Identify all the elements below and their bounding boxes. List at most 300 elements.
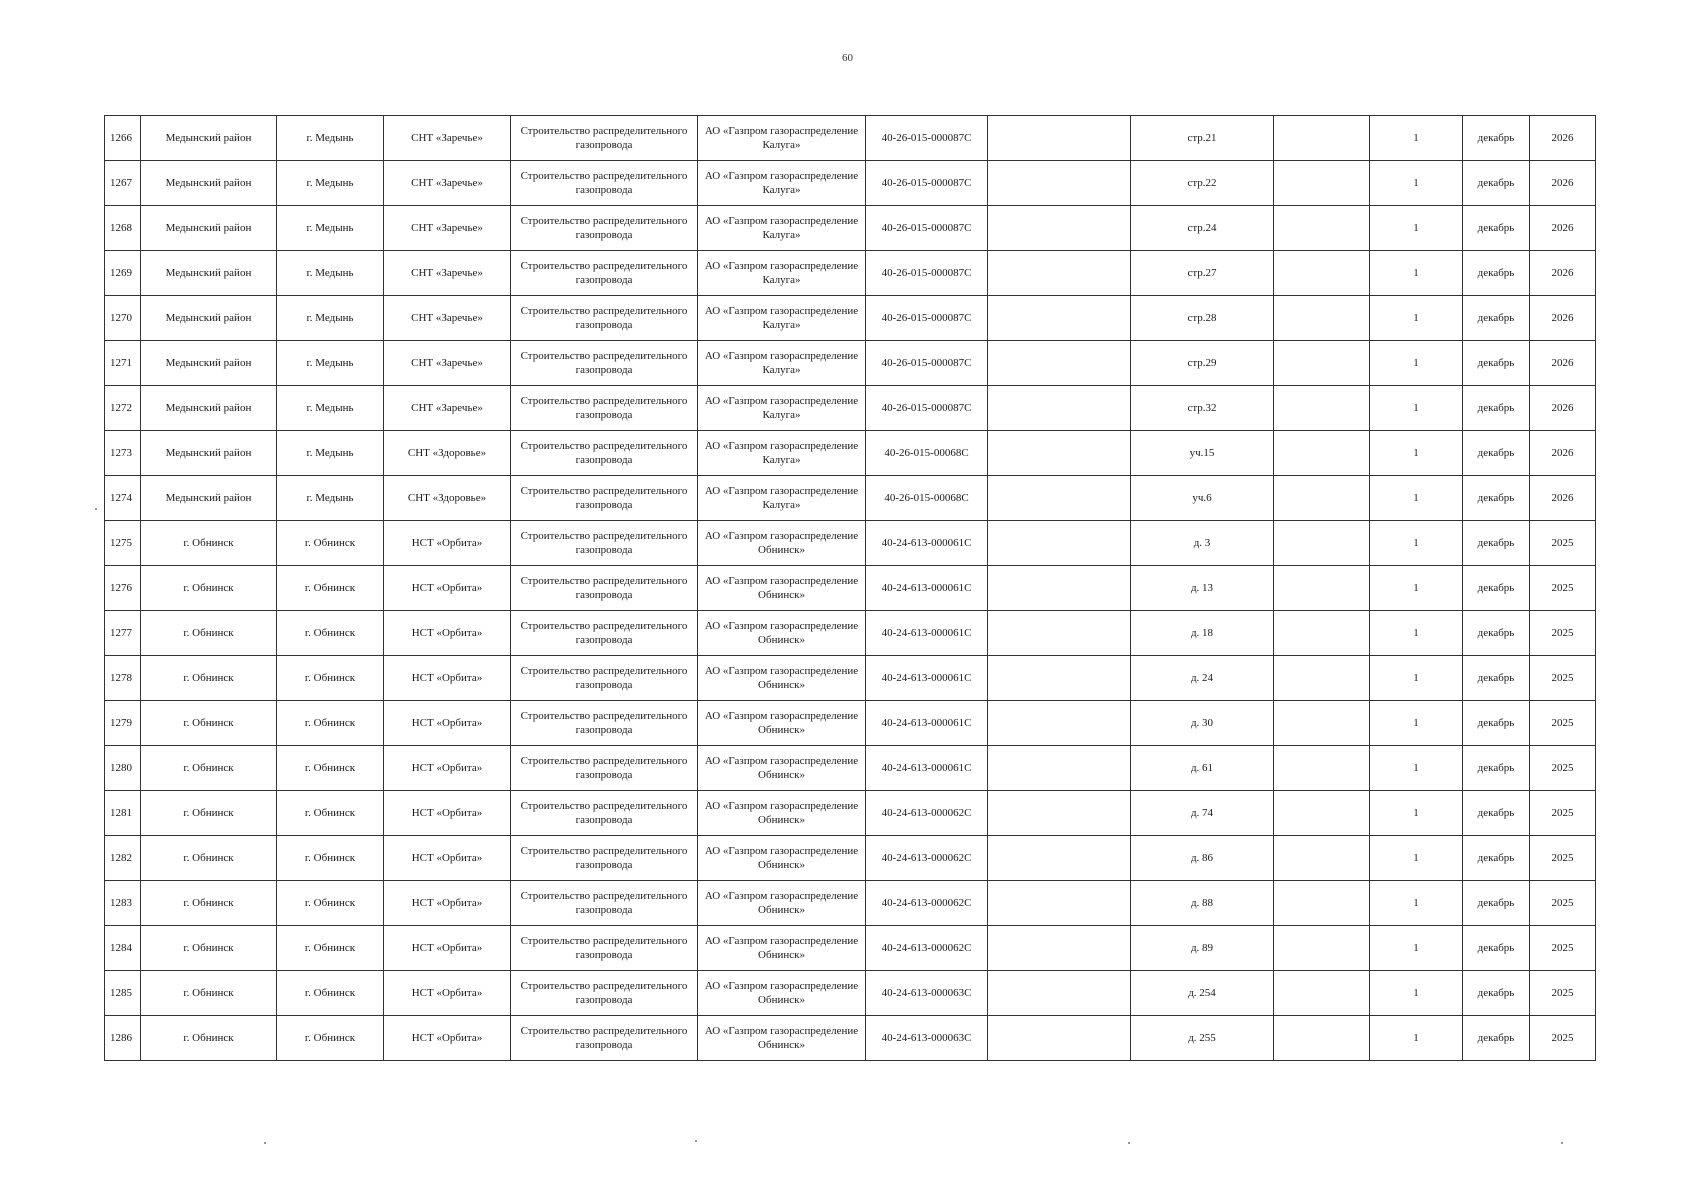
table-row (105, 431, 1596, 476)
cadastre-number-cell: 40-24-613-000061С (866, 566, 988, 611)
district-cell: Медынский район (141, 386, 277, 431)
locality-cell: г. Обнинск (277, 881, 384, 926)
year-cell: 2025 (1530, 836, 1596, 881)
work-type-cell: Строительство распределительного газопровода (511, 251, 698, 296)
year-cell: 2026 (1530, 251, 1596, 296)
locality-cell: г. Обнинск (277, 971, 384, 1016)
partnership-cell: СНТ «Заречье» (384, 116, 511, 161)
cadastre-number-cell: 40-26-015-000087С (866, 116, 988, 161)
locality-cell: г. Медынь (277, 116, 384, 161)
work-type-cell: Строительство распределительного газопровода (511, 791, 698, 836)
empty-cell (988, 476, 1131, 521)
plot-cell: д. 254 (1131, 971, 1274, 1016)
empty-cell (1274, 836, 1370, 881)
month-cell: декабрь (1463, 1016, 1530, 1061)
month-cell: декабрь (1463, 341, 1530, 386)
scan-mark (95, 508, 97, 510)
partnership-cell: НСТ «Орбита» (384, 656, 511, 701)
quantity-cell: 1 (1370, 926, 1463, 971)
empty-cell (988, 611, 1131, 656)
month-cell: декабрь (1463, 836, 1530, 881)
quantity-cell: 1 (1370, 566, 1463, 611)
month-cell: декабрь (1463, 701, 1530, 746)
partnership-cell: СНТ «Заречье» (384, 341, 511, 386)
district-cell: г. Обнинск (141, 881, 277, 926)
empty-cell (988, 521, 1131, 566)
locality-cell: г. Обнинск (277, 836, 384, 881)
cadastre-number-cell: 40-24-613-000061С (866, 611, 988, 656)
district-cell: г. Обнинск (141, 836, 277, 881)
empty-cell (988, 206, 1131, 251)
district-cell: г. Обнинск (141, 746, 277, 791)
empty-cell (1274, 521, 1370, 566)
district-cell: Медынский район (141, 161, 277, 206)
year-cell: 2025 (1530, 746, 1596, 791)
partnership-cell: НСТ «Орбита» (384, 836, 511, 881)
locality-cell: г. Обнинск (277, 611, 384, 656)
organization-cell: АО «Газпром газораспределение Калуга» (698, 116, 866, 161)
locality-cell: г. Обнинск (277, 746, 384, 791)
plot-cell: стр.24 (1131, 206, 1274, 251)
organization-cell: АО «Газпром газораспределение Обнинск» (698, 701, 866, 746)
empty-cell (988, 791, 1131, 836)
organization-cell: АО «Газпром газораспределение Обнинск» (698, 881, 866, 926)
organization-cell: АО «Газпром газораспределение Обнинск» (698, 926, 866, 971)
partnership-cell: СНТ «Заречье» (384, 296, 511, 341)
month-cell: декабрь (1463, 476, 1530, 521)
empty-cell (1274, 926, 1370, 971)
organization-cell: АО «Газпром газораспределение Калуга» (698, 161, 866, 206)
district-cell: Медынский район (141, 116, 277, 161)
plot-cell: д. 88 (1131, 881, 1274, 926)
year-cell: 2025 (1530, 791, 1596, 836)
row-number-cell: 1281 (105, 791, 141, 836)
organization-cell: АО «Газпром газораспределение Калуга» (698, 206, 866, 251)
quantity-cell: 1 (1370, 431, 1463, 476)
empty-cell (1274, 296, 1370, 341)
district-cell: г. Обнинск (141, 701, 277, 746)
table-row (105, 656, 1596, 701)
month-cell: декабрь (1463, 746, 1530, 791)
table-row (105, 341, 1596, 386)
work-type-cell: Строительство распределительного газопровода (511, 701, 698, 746)
quantity-cell: 1 (1370, 521, 1463, 566)
cadastre-number-cell: 40-26-015-000087С (866, 296, 988, 341)
locality-cell: г. Обнинск (277, 566, 384, 611)
row-number-cell: 1278 (105, 656, 141, 701)
plot-cell: д. 30 (1131, 701, 1274, 746)
year-cell: 2026 (1530, 296, 1596, 341)
work-type-cell: Строительство распределительного газопровода (511, 746, 698, 791)
organization-cell: АО «Газпром газораспределение Калуга» (698, 251, 866, 296)
partnership-cell: СНТ «Заречье» (384, 386, 511, 431)
plot-cell: уч.15 (1131, 431, 1274, 476)
scan-mark (264, 1142, 266, 1144)
partnership-cell: НСТ «Орбита» (384, 791, 511, 836)
empty-cell (988, 386, 1131, 431)
organization-cell: АО «Газпром газораспределение Обнинск» (698, 836, 866, 881)
empty-cell (988, 836, 1131, 881)
empty-cell (1274, 206, 1370, 251)
quantity-cell: 1 (1370, 386, 1463, 431)
row-number-cell: 1268 (105, 206, 141, 251)
month-cell: декабрь (1463, 206, 1530, 251)
empty-cell (1274, 611, 1370, 656)
year-cell: 2026 (1530, 431, 1596, 476)
work-type-cell: Строительство распределительного газопровода (511, 341, 698, 386)
table-row (105, 566, 1596, 611)
plot-cell: д. 24 (1131, 656, 1274, 701)
empty-cell (1274, 791, 1370, 836)
empty-cell (1274, 341, 1370, 386)
plot-cell: стр.22 (1131, 161, 1274, 206)
row-number-cell: 1274 (105, 476, 141, 521)
quantity-cell: 1 (1370, 701, 1463, 746)
gasification-table (104, 115, 1596, 1061)
quantity-cell: 1 (1370, 161, 1463, 206)
work-type-cell: Строительство распределительного газопровода (511, 521, 698, 566)
quantity-cell: 1 (1370, 971, 1463, 1016)
district-cell: Медынский район (141, 476, 277, 521)
cadastre-number-cell: 40-24-613-000061С (866, 746, 988, 791)
district-cell: Медынский район (141, 296, 277, 341)
empty-cell (1274, 971, 1370, 1016)
table-row (105, 1016, 1596, 1061)
work-type-cell: Строительство распределительного газопровода (511, 386, 698, 431)
month-cell: декабрь (1463, 251, 1530, 296)
locality-cell: г. Медынь (277, 251, 384, 296)
empty-cell (988, 341, 1131, 386)
year-cell: 2025 (1530, 881, 1596, 926)
locality-cell: г. Медынь (277, 206, 384, 251)
work-type-cell: Строительство распределительного газопровода (511, 476, 698, 521)
organization-cell: АО «Газпром газораспределение Обнинск» (698, 611, 866, 656)
work-type-cell: Строительство распределительного газопровода (511, 296, 698, 341)
organization-cell: АО «Газпром газораспределение Калуга» (698, 341, 866, 386)
year-cell: 2025 (1530, 656, 1596, 701)
month-cell: декабрь (1463, 926, 1530, 971)
district-cell: г. Обнинск (141, 926, 277, 971)
empty-cell (1274, 476, 1370, 521)
empty-cell (1274, 1016, 1370, 1061)
work-type-cell: Строительство распределительного газопровода (511, 566, 698, 611)
work-type-cell: Строительство распределительного газопровода (511, 836, 698, 881)
month-cell: декабрь (1463, 611, 1530, 656)
locality-cell: г. Обнинск (277, 701, 384, 746)
table-body (105, 116, 1596, 1061)
organization-cell: АО «Газпром газораспределение Калуга» (698, 386, 866, 431)
quantity-cell: 1 (1370, 476, 1463, 521)
row-number-cell: 1272 (105, 386, 141, 431)
organization-cell: АО «Газпром газораспределение Обнинск» (698, 521, 866, 566)
year-cell: 2025 (1530, 971, 1596, 1016)
table-row (105, 476, 1596, 521)
year-cell: 2026 (1530, 206, 1596, 251)
cadastre-number-cell: 40-26-015-000087С (866, 206, 988, 251)
district-cell: г. Обнинск (141, 611, 277, 656)
month-cell: декабрь (1463, 791, 1530, 836)
empty-cell (1274, 656, 1370, 701)
row-number-cell: 1267 (105, 161, 141, 206)
plot-cell: д. 255 (1131, 1016, 1274, 1061)
partnership-cell: НСТ «Орбита» (384, 1016, 511, 1061)
district-cell: Медынский район (141, 206, 277, 251)
empty-cell (988, 701, 1131, 746)
empty-cell (988, 881, 1131, 926)
plot-cell: стр.32 (1131, 386, 1274, 431)
empty-cell (988, 431, 1131, 476)
empty-cell (1274, 701, 1370, 746)
page-number: 60 (842, 52, 853, 64)
row-number-cell: 1285 (105, 971, 141, 1016)
partnership-cell: НСТ «Орбита» (384, 746, 511, 791)
organization-cell: АО «Газпром газораспределение Обнинск» (698, 971, 866, 1016)
cadastre-number-cell: 40-24-613-000062С (866, 881, 988, 926)
quantity-cell: 1 (1370, 656, 1463, 701)
table-row (105, 971, 1596, 1016)
empty-cell (1274, 746, 1370, 791)
cadastre-number-cell: 40-26-015-000087С (866, 341, 988, 386)
partnership-cell: СНТ «Здоровье» (384, 431, 511, 476)
scan-mark (1128, 1142, 1130, 1144)
plot-cell: стр.28 (1131, 296, 1274, 341)
plot-cell: д. 13 (1131, 566, 1274, 611)
quantity-cell: 1 (1370, 881, 1463, 926)
year-cell: 2026 (1530, 386, 1596, 431)
work-type-cell: Строительство распределительного газопровода (511, 116, 698, 161)
quantity-cell: 1 (1370, 341, 1463, 386)
quantity-cell: 1 (1370, 296, 1463, 341)
plot-cell: уч.6 (1131, 476, 1274, 521)
table-row (105, 611, 1596, 656)
row-number-cell: 1283 (105, 881, 141, 926)
work-type-cell: Строительство распределительного газопровода (511, 161, 698, 206)
locality-cell: г. Медынь (277, 476, 384, 521)
locality-cell: г. Обнинск (277, 656, 384, 701)
empty-cell (1274, 431, 1370, 476)
partnership-cell: СНТ «Заречье» (384, 161, 511, 206)
cadastre-number-cell: 40-24-613-000062С (866, 791, 988, 836)
table-row (105, 521, 1596, 566)
empty-cell (1274, 386, 1370, 431)
work-type-cell: Строительство распределительного газопровода (511, 431, 698, 476)
month-cell: декабрь (1463, 116, 1530, 161)
month-cell: декабрь (1463, 656, 1530, 701)
empty-cell (988, 971, 1131, 1016)
month-cell: декабрь (1463, 161, 1530, 206)
organization-cell: АО «Газпром газораспределение Калуга» (698, 476, 866, 521)
empty-cell (1274, 566, 1370, 611)
year-cell: 2025 (1530, 611, 1596, 656)
row-number-cell: 1280 (105, 746, 141, 791)
table-row (105, 206, 1596, 251)
partnership-cell: СНТ «Заречье» (384, 251, 511, 296)
locality-cell: г. Медынь (277, 296, 384, 341)
quantity-cell: 1 (1370, 1016, 1463, 1061)
organization-cell: АО «Газпром газораспределение Калуга» (698, 431, 866, 476)
row-number-cell: 1275 (105, 521, 141, 566)
scan-mark (695, 1140, 697, 1142)
plot-cell: д. 18 (1131, 611, 1274, 656)
table-row (105, 251, 1596, 296)
row-number-cell: 1284 (105, 926, 141, 971)
empty-cell (988, 926, 1131, 971)
work-type-cell: Строительство распределительного газопровода (511, 656, 698, 701)
year-cell: 2026 (1530, 476, 1596, 521)
table-row (105, 836, 1596, 881)
plot-cell: д. 3 (1131, 521, 1274, 566)
plot-cell: стр.27 (1131, 251, 1274, 296)
table-row (105, 791, 1596, 836)
year-cell: 2026 (1530, 341, 1596, 386)
cadastre-number-cell: 40-24-613-000061С (866, 656, 988, 701)
quantity-cell: 1 (1370, 251, 1463, 296)
locality-cell: г. Медынь (277, 161, 384, 206)
row-number-cell: 1279 (105, 701, 141, 746)
district-cell: г. Обнинск (141, 566, 277, 611)
scan-mark (1561, 1142, 1563, 1144)
year-cell: 2025 (1530, 521, 1596, 566)
row-number-cell: 1270 (105, 296, 141, 341)
row-number-cell: 1266 (105, 116, 141, 161)
cadastre-number-cell: 40-26-015-000087С (866, 386, 988, 431)
cadastre-number-cell: 40-24-613-000061С (866, 521, 988, 566)
locality-cell: г. Обнинск (277, 791, 384, 836)
empty-cell (988, 296, 1131, 341)
quantity-cell: 1 (1370, 116, 1463, 161)
year-cell: 2026 (1530, 161, 1596, 206)
organization-cell: АО «Газпром газораспределение Обнинск» (698, 566, 866, 611)
partnership-cell: НСТ «Орбита» (384, 521, 511, 566)
organization-cell: АО «Газпром газораспределение Обнинск» (698, 746, 866, 791)
plot-cell: д. 86 (1131, 836, 1274, 881)
work-type-cell: Строительство распределительного газопровода (511, 926, 698, 971)
month-cell: декабрь (1463, 386, 1530, 431)
year-cell: 2025 (1530, 926, 1596, 971)
table-row (105, 296, 1596, 341)
cadastre-number-cell: 40-24-613-000061С (866, 701, 988, 746)
plot-cell: д. 61 (1131, 746, 1274, 791)
locality-cell: г. Обнинск (277, 1016, 384, 1061)
empty-cell (988, 566, 1131, 611)
district-cell: Медынский район (141, 251, 277, 296)
partnership-cell: СНТ «Заречье» (384, 206, 511, 251)
organization-cell: АО «Газпром газораспределение Обнинск» (698, 656, 866, 701)
table-row (105, 116, 1596, 161)
work-type-cell: Строительство распределительного газопровода (511, 881, 698, 926)
district-cell: г. Обнинск (141, 521, 277, 566)
year-cell: 2025 (1530, 701, 1596, 746)
table-row (105, 881, 1596, 926)
empty-cell (988, 1016, 1131, 1061)
quantity-cell: 1 (1370, 791, 1463, 836)
locality-cell: г. Медынь (277, 341, 384, 386)
empty-cell (1274, 881, 1370, 926)
partnership-cell: СНТ «Здоровье» (384, 476, 511, 521)
table-row (105, 386, 1596, 431)
cadastre-number-cell: 40-24-613-000062С (866, 836, 988, 881)
district-cell: Медынский район (141, 341, 277, 386)
empty-cell (988, 116, 1131, 161)
cadastre-number-cell: 40-26-015-00068С (866, 476, 988, 521)
locality-cell: г. Медынь (277, 386, 384, 431)
partnership-cell: НСТ «Орбита» (384, 611, 511, 656)
partnership-cell: НСТ «Орбита» (384, 566, 511, 611)
cadastre-number-cell: 40-24-613-000063С (866, 1016, 988, 1061)
row-number-cell: 1276 (105, 566, 141, 611)
partnership-cell: НСТ «Орбита» (384, 701, 511, 746)
cadastre-number-cell: 40-26-015-000087С (866, 251, 988, 296)
partnership-cell: НСТ «Орбита» (384, 926, 511, 971)
plot-cell: стр.21 (1131, 116, 1274, 161)
year-cell: 2025 (1530, 1016, 1596, 1061)
row-number-cell: 1277 (105, 611, 141, 656)
locality-cell: г. Обнинск (277, 926, 384, 971)
cadastre-number-cell: 40-24-613-000062С (866, 926, 988, 971)
partnership-cell: НСТ «Орбита» (384, 971, 511, 1016)
work-type-cell: Строительство распределительного газопровода (511, 971, 698, 1016)
table-row (105, 161, 1596, 206)
district-cell: Медынский район (141, 431, 277, 476)
quantity-cell: 1 (1370, 611, 1463, 656)
plot-cell: д. 89 (1131, 926, 1274, 971)
plot-cell: стр.29 (1131, 341, 1274, 386)
organization-cell: АО «Газпром газораспределение Обнинск» (698, 791, 866, 836)
work-type-cell: Строительство распределительного газопровода (511, 611, 698, 656)
cadastre-number-cell: 40-24-613-000063С (866, 971, 988, 1016)
organization-cell: АО «Газпром газораспределение Калуга» (698, 296, 866, 341)
table-row (105, 701, 1596, 746)
quantity-cell: 1 (1370, 206, 1463, 251)
month-cell: декабрь (1463, 521, 1530, 566)
work-type-cell: Строительство распределительного газопровода (511, 1016, 698, 1061)
empty-cell (988, 656, 1131, 701)
quantity-cell: 1 (1370, 746, 1463, 791)
table-row (105, 926, 1596, 971)
row-number-cell: 1273 (105, 431, 141, 476)
work-type-cell: Строительство распределительного газопровода (511, 206, 698, 251)
district-cell: г. Обнинск (141, 656, 277, 701)
cadastre-number-cell: 40-26-015-000087С (866, 161, 988, 206)
empty-cell (988, 161, 1131, 206)
plot-cell: д. 74 (1131, 791, 1274, 836)
row-number-cell: 1269 (105, 251, 141, 296)
district-cell: г. Обнинск (141, 971, 277, 1016)
district-cell: г. Обнинск (141, 791, 277, 836)
quantity-cell: 1 (1370, 836, 1463, 881)
cadastre-number-cell: 40-26-015-00068С (866, 431, 988, 476)
table-row (105, 746, 1596, 791)
empty-cell (1274, 251, 1370, 296)
empty-cell (988, 251, 1131, 296)
month-cell: декабрь (1463, 431, 1530, 476)
organization-cell: АО «Газпром газораспределение Обнинск» (698, 1016, 866, 1061)
empty-cell (988, 746, 1131, 791)
year-cell: 2026 (1530, 116, 1596, 161)
month-cell: декабрь (1463, 566, 1530, 611)
row-number-cell: 1271 (105, 341, 141, 386)
partnership-cell: НСТ «Орбита» (384, 881, 511, 926)
row-number-cell: 1286 (105, 1016, 141, 1061)
district-cell: г. Обнинск (141, 1016, 277, 1061)
row-number-cell: 1282 (105, 836, 141, 881)
month-cell: декабрь (1463, 971, 1530, 1016)
empty-cell (1274, 161, 1370, 206)
locality-cell: г. Обнинск (277, 521, 384, 566)
month-cell: декабрь (1463, 881, 1530, 926)
empty-cell (1274, 116, 1370, 161)
year-cell: 2025 (1530, 566, 1596, 611)
